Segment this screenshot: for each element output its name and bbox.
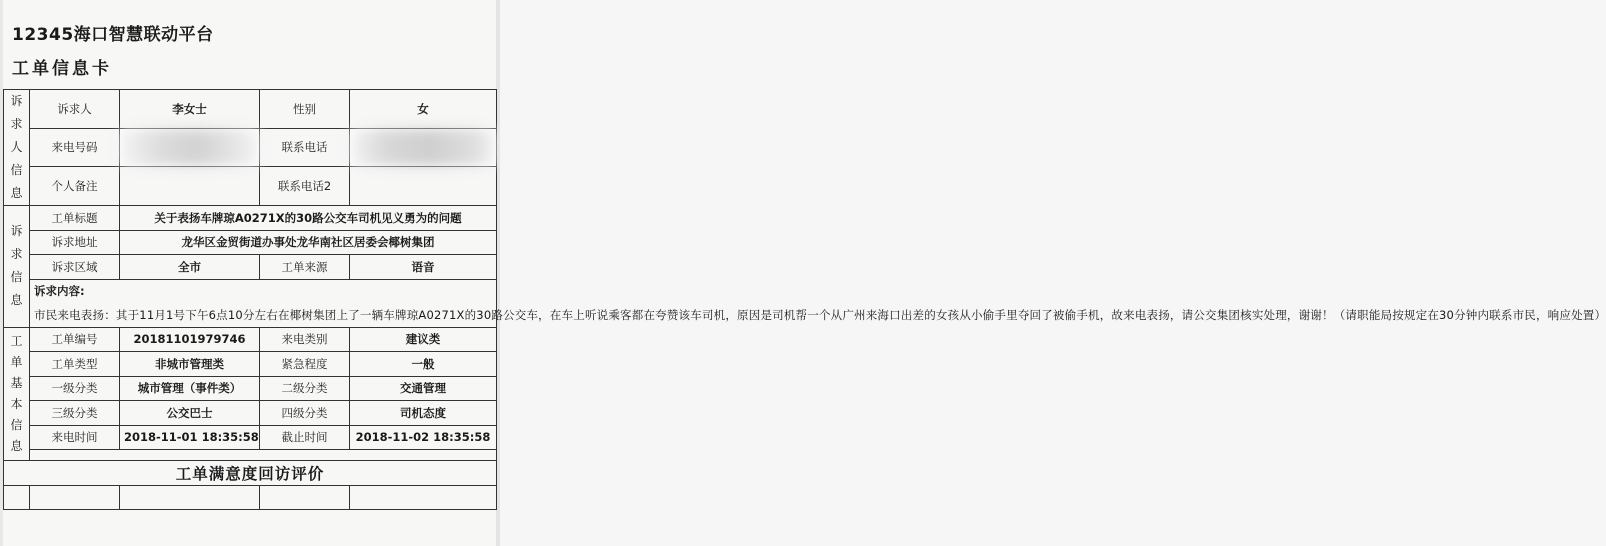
number-label: 工单编号 bbox=[30, 327, 120, 352]
row-ticket-number bbox=[4, 327, 497, 352]
row-satisfaction-cut bbox=[4, 485, 497, 510]
row-complainant-name bbox=[4, 90, 497, 129]
call-time-label: 来电时间 bbox=[30, 425, 120, 450]
cut-cell-4 bbox=[260, 485, 350, 510]
row-request-title bbox=[4, 206, 497, 231]
card-title: 工单信息卡 bbox=[12, 59, 112, 79]
section-label-complainant: 诉 求 人 信 息 bbox=[4, 90, 30, 206]
row-ticket-type bbox=[4, 352, 497, 377]
address-label: 诉求地址 bbox=[30, 230, 120, 255]
source-label: 工单来源 bbox=[260, 255, 350, 280]
ticket-spacer bbox=[30, 450, 497, 461]
source-value: 语音 bbox=[350, 255, 497, 280]
call-type-label: 来电类别 bbox=[260, 327, 350, 352]
section-label-ticket: 工 单 基 本 信 息 bbox=[4, 327, 30, 461]
row-request-address bbox=[4, 230, 497, 255]
deadline-value: 2018-11-02 18:35:58 bbox=[350, 425, 497, 450]
contact-phone-redacted bbox=[350, 128, 497, 167]
area-value: 全市 bbox=[120, 255, 260, 280]
remark-value bbox=[120, 167, 260, 206]
platform-title: 12345海口智慧联动平台 bbox=[12, 25, 214, 45]
name-label: 诉求人 bbox=[30, 90, 120, 129]
number-value: 20181101979746 bbox=[120, 327, 260, 352]
cat3-value: 公交巴士 bbox=[120, 401, 260, 426]
address-value: 龙华区金贸街道办事处龙华南社区居委会椰树集团 bbox=[120, 230, 497, 255]
row-satisfaction-title bbox=[4, 461, 497, 486]
row-complainant-remark bbox=[4, 167, 497, 206]
title-value: 关于表扬车牌琼A0271X的30路公交车司机见义勇为的问题 bbox=[120, 206, 497, 231]
cut-cell-1 bbox=[4, 485, 30, 510]
row-ticket-times bbox=[4, 425, 497, 450]
cut-cell-2 bbox=[30, 485, 120, 510]
call-type-value: 建议类 bbox=[350, 327, 497, 352]
deadline-label: 截止时间 bbox=[260, 425, 350, 450]
cat4-value: 司机态度 bbox=[350, 401, 497, 426]
cat1-value: 城市管理（事件类） bbox=[120, 376, 260, 401]
row-request-content-heading bbox=[4, 279, 497, 303]
urgency-value: 一般 bbox=[350, 352, 497, 377]
row-ticket-cat12 bbox=[4, 376, 497, 401]
contact-phone2-value bbox=[350, 167, 497, 206]
caller-phone-label: 来电号码 bbox=[30, 128, 120, 167]
content-heading: 诉求内容: bbox=[30, 279, 497, 303]
call-time-value: 2018-11-01 18:35:58 bbox=[120, 425, 260, 450]
caller-phone-redacted bbox=[120, 128, 260, 167]
cat4-label: 四级分类 bbox=[260, 401, 350, 426]
remark-label: 个人备注 bbox=[30, 167, 120, 206]
cat2-value: 交通管理 bbox=[350, 376, 497, 401]
cut-cell-3 bbox=[120, 485, 260, 510]
row-ticket-spacer bbox=[4, 450, 497, 461]
row-request-area bbox=[4, 255, 497, 280]
type-label: 工单类型 bbox=[30, 352, 120, 377]
contact-phone2-label: 联系电话2 bbox=[260, 167, 350, 206]
cut-cell-5 bbox=[350, 485, 497, 510]
satisfaction-title: 工单满意度回访评价 bbox=[4, 461, 497, 486]
urgency-label: 紧急程度 bbox=[260, 352, 350, 377]
name-value: 李女士 bbox=[120, 90, 260, 129]
area-label: 诉求区域 bbox=[30, 255, 120, 280]
content-text: 市民来电表扬：其于11月1号下午6点10分左右在椰树集团上了一辆车牌琼A0271X的30路公交车，在车上听说乘客都在夸赞该车司机，原因是司机帮一个从广州来海口出差的女孩从小偷手里夺回了被偷手机，故来电表扬，请公交集团核实处理，谢谢！（请职能局按规定在30分钟内联系市民，响应处置） bbox=[30, 303, 497, 327]
cat2-label: 二级分类 bbox=[260, 376, 350, 401]
row-ticket-cat34 bbox=[4, 401, 497, 426]
row-request-content bbox=[4, 303, 497, 327]
contact-phone-label: 联系电话 bbox=[260, 128, 350, 167]
gender-label: 性别 bbox=[260, 90, 350, 129]
type-value: 非城市管理类 bbox=[120, 352, 260, 377]
row-complainant-phone bbox=[4, 128, 497, 167]
cat3-label: 三级分类 bbox=[30, 401, 120, 426]
section-label-request: 诉 求 信 息 bbox=[4, 206, 30, 328]
title-label: 工单标题 bbox=[30, 206, 120, 231]
ticket-table bbox=[3, 89, 1606, 510]
gender-value: 女 bbox=[350, 90, 497, 129]
cat1-label: 一级分类 bbox=[30, 376, 120, 401]
